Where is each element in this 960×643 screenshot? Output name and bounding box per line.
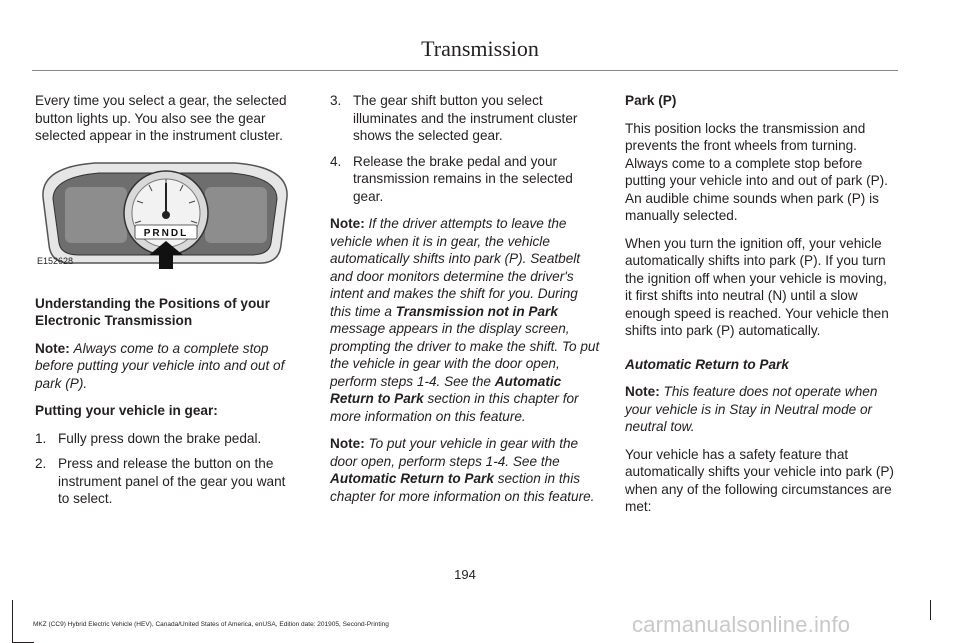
page-number: 194 [454,567,476,582]
note-park: Note: Always come to a complete stop before putting your vehicle into and out of park (P). [35,340,285,391]
note-driver-leave: Note: If the driver attempts to leave the vehicle when it is in gear, the vehicle automatically shifts into park (P). Seatbelt and door monitors determine the driver's intent and makes the shift for you. During this time a Transmission not in Park message appears in the display screen, prompting the driver to make the shift. To put the vehicle in gear with the door open, perform steps 1-4. See the Automatic Return to Park section in this chapter for more information on this feature. [330,216,600,424]
watermark: carmanualsonline.info [632,612,851,637]
park-heading: Park (P) [625,93,677,108]
intro-paragraph: Every time you select a gear, the selected button lights up. You also see the gear selected appear in the instrument cluster. [35,93,287,143]
gear-indicator-text: PRNDL [143,227,189,239]
page-title: Transmission [421,36,539,61]
note-door-open: Note: To put your vehicle in gear with the door open, perform steps 1-4. See the Automatic Return to Park section in this chapter for more information on this feature. [330,436,595,504]
crop-mark [930,600,931,620]
section-heading: Understanding the Positions of your Electronic Transmission [35,295,270,328]
list-item: 4. Release the brake pedal and your transmission remains in the selected gear. [330,153,573,204]
steps-list-2 [330,92,602,205]
steps-list-1 [35,430,297,508]
list-item: 3. The gear shift button you select illuminates and the instrument cluster shows the selected gear. [330,93,578,143]
list-item: 1. Fully press down the brake pedal. [35,430,262,446]
auto-return-heading: Automatic Return to Park [625,356,789,372]
instrument-cluster-figure [35,157,297,275]
list-item: 2. Press and release the button on the instrument panel of the gear you want to select. [35,456,286,506]
crop-mark [12,600,13,643]
steps-heading: Putting your vehicle in gear: [35,403,218,418]
figure-code: E152628 [37,256,74,266]
column-2 [330,92,602,515]
column-3 [625,92,897,526]
instrument-cluster-illustration [35,157,297,275]
header-rule [32,70,898,71]
note-stay-neutral: Note: This feature does not operate when your vehicle is in Stay in Neutral mode or neutral tow. [625,384,878,434]
safety-feature-paragraph: Your vehicle has a safety feature that automatically shifts your vehicle into park (P) when any of the following circumstances are met: [625,446,894,514]
park-paragraph: This position locks the transmission and prevents the front wheels from turning. Always come to a complete stop before putting your vehicle into and out of park (P). An audible chime sounds when park (P) is manually selected. [625,120,888,223]
footer-edition: MKZ (CC9) Hybrid Electric Vehicle (HEV), Canada/United States of America, enUSA, Edition date: 201905, Second-Printing [33,621,389,628]
ignition-paragraph: When you turn the ignition off, your vehicle automatically shifts into park (P). If you turn the ignition off when your vehicle is moving, it first shifts into neutral (N) until a slow enough speed is reached. Your vehicle then shifts into park (P) automatically. [625,235,889,338]
column-1 [35,92,297,518]
